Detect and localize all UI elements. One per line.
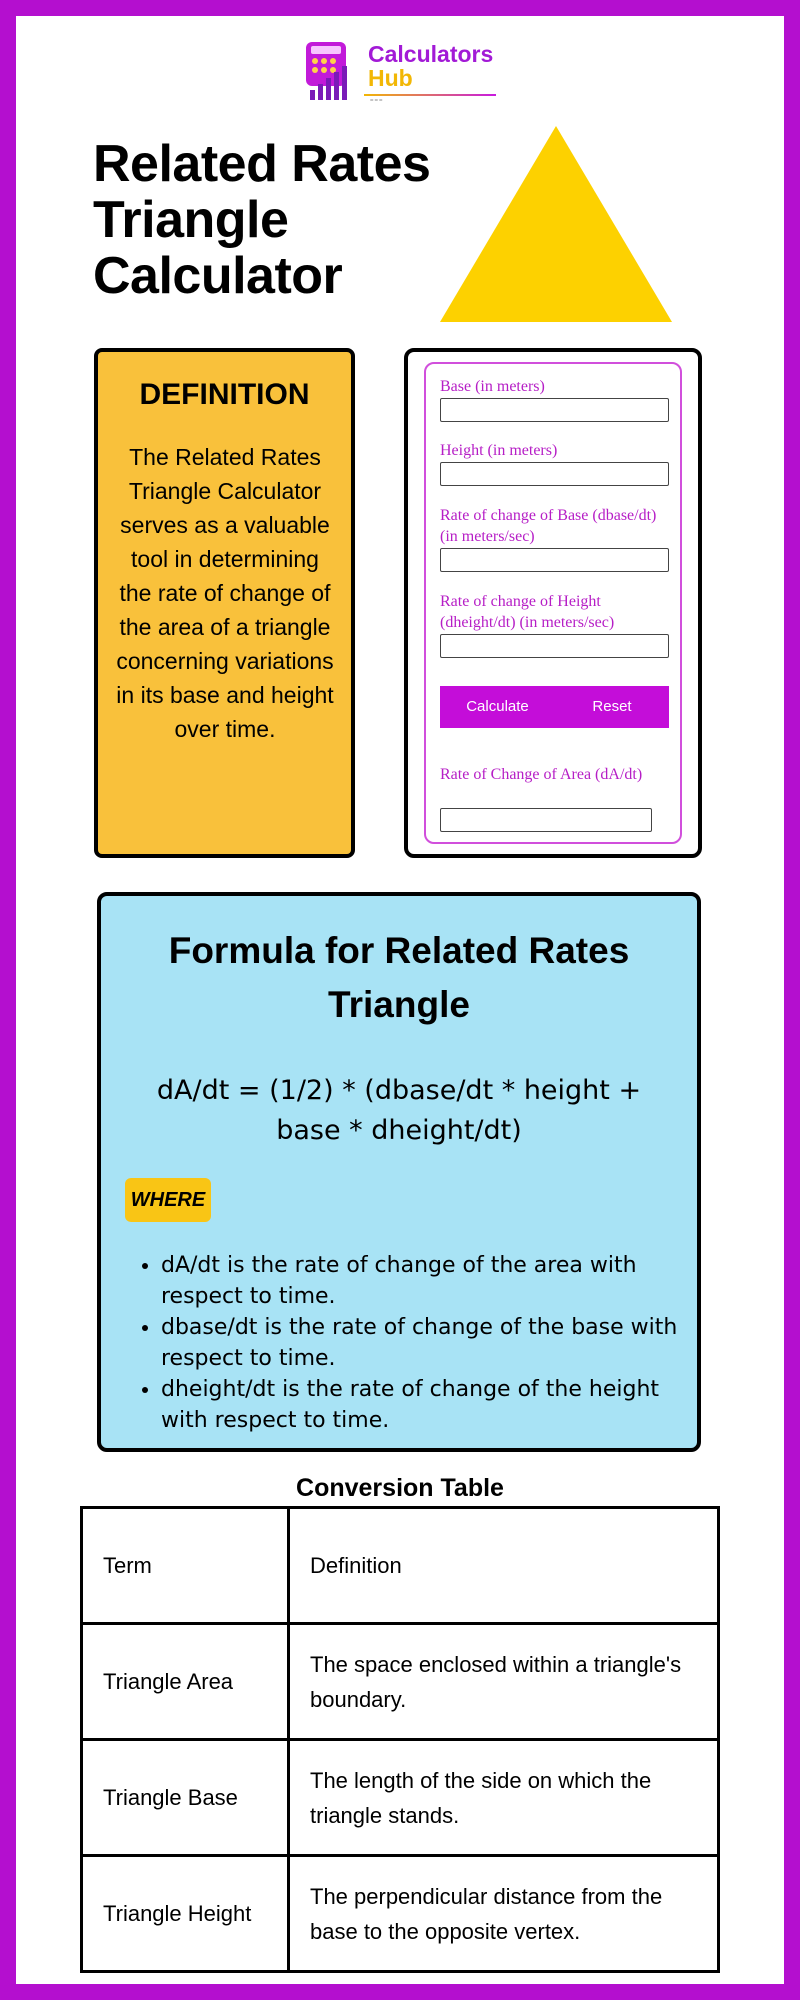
calculator-card [404, 348, 702, 858]
calculator-form [424, 362, 682, 844]
header-cell-definition: Definition [289, 1508, 719, 1624]
logo-text-line1: Calculators [368, 41, 494, 67]
conversion-table [80, 1506, 720, 1973]
list-item: • dbase/dt is the rate of change of the base with respect to time. [161, 1312, 701, 1374]
base-input[interactable] [440, 398, 669, 422]
logo-text [368, 42, 493, 90]
base-label: Base (in meters) [440, 378, 545, 395]
definition-text: The Related Rates Triangle Calculator serves as a valuable tool in determining the rate of change of the area of a triangle concerning variations in its base and height over time. [116, 444, 334, 742]
result-output[interactable] [440, 808, 652, 832]
formula-equation: dA/dt = (1/2) * (dbase/dt * height + base * dheight/dt) [156, 1075, 642, 1146]
logo-text-line2: Hub [368, 65, 413, 91]
logo-underline [364, 94, 496, 96]
table-title: Conversion Table [296, 1474, 504, 1502]
table-row [82, 1740, 719, 1856]
logo[interactable] [304, 40, 504, 110]
variable-list [135, 1250, 701, 1436]
height-rate-label: Rate of change of Height (dheight/dt) (in meters/sec) [440, 593, 615, 631]
formula-title: Formula for Related Rates Triangle [168, 930, 630, 1025]
table-cell: The length of the side on which the triangle stands. [289, 1740, 719, 1856]
result-label: Rate of Change of Area (dA/dt) [440, 766, 643, 783]
table-cell: Triangle Base [82, 1740, 289, 1856]
header-cell-term: Term [82, 1508, 289, 1624]
table-cell: The space enclosed within a triangle's boundary. [289, 1624, 719, 1740]
base-rate-input[interactable] [440, 548, 669, 572]
table-row [82, 1624, 719, 1740]
table-cell: Triangle Height [82, 1856, 289, 1972]
button-bar [440, 686, 669, 728]
height-label: Height (in meters) [440, 442, 558, 459]
calculator-logo-icon [304, 40, 366, 104]
where-badge: WHERE [125, 1178, 211, 1222]
definition-card [94, 348, 355, 858]
height-rate-input[interactable] [440, 634, 669, 658]
reset-button[interactable]: Reset [555, 686, 669, 728]
calculate-button[interactable]: Calculate [440, 686, 555, 728]
base-rate-label: Rate of change of Base (dbase/dt) (in meters/sec) [440, 507, 657, 545]
definition-heading: DEFINITION [139, 378, 310, 411]
table-row [82, 1856, 719, 1972]
formula-card [97, 892, 701, 1452]
table-cell: Triangle Area [82, 1624, 289, 1740]
list-item: • dA/dt is the rate of change of the area with respect to time. [161, 1250, 701, 1312]
triangle-illustration-icon [440, 124, 672, 324]
table-cell: The perpendicular distance from the base to the opposite vertex. [289, 1856, 719, 1972]
height-input[interactable] [440, 462, 669, 486]
page-title: Related Rates Triangle Calculator [93, 135, 431, 305]
logo-tagline: === [370, 98, 384, 104]
infographic-page [16, 16, 784, 1984]
table-header-row [82, 1508, 719, 1624]
list-item: • dheight/dt is the rate of change of the height with respect to time. [161, 1374, 701, 1436]
